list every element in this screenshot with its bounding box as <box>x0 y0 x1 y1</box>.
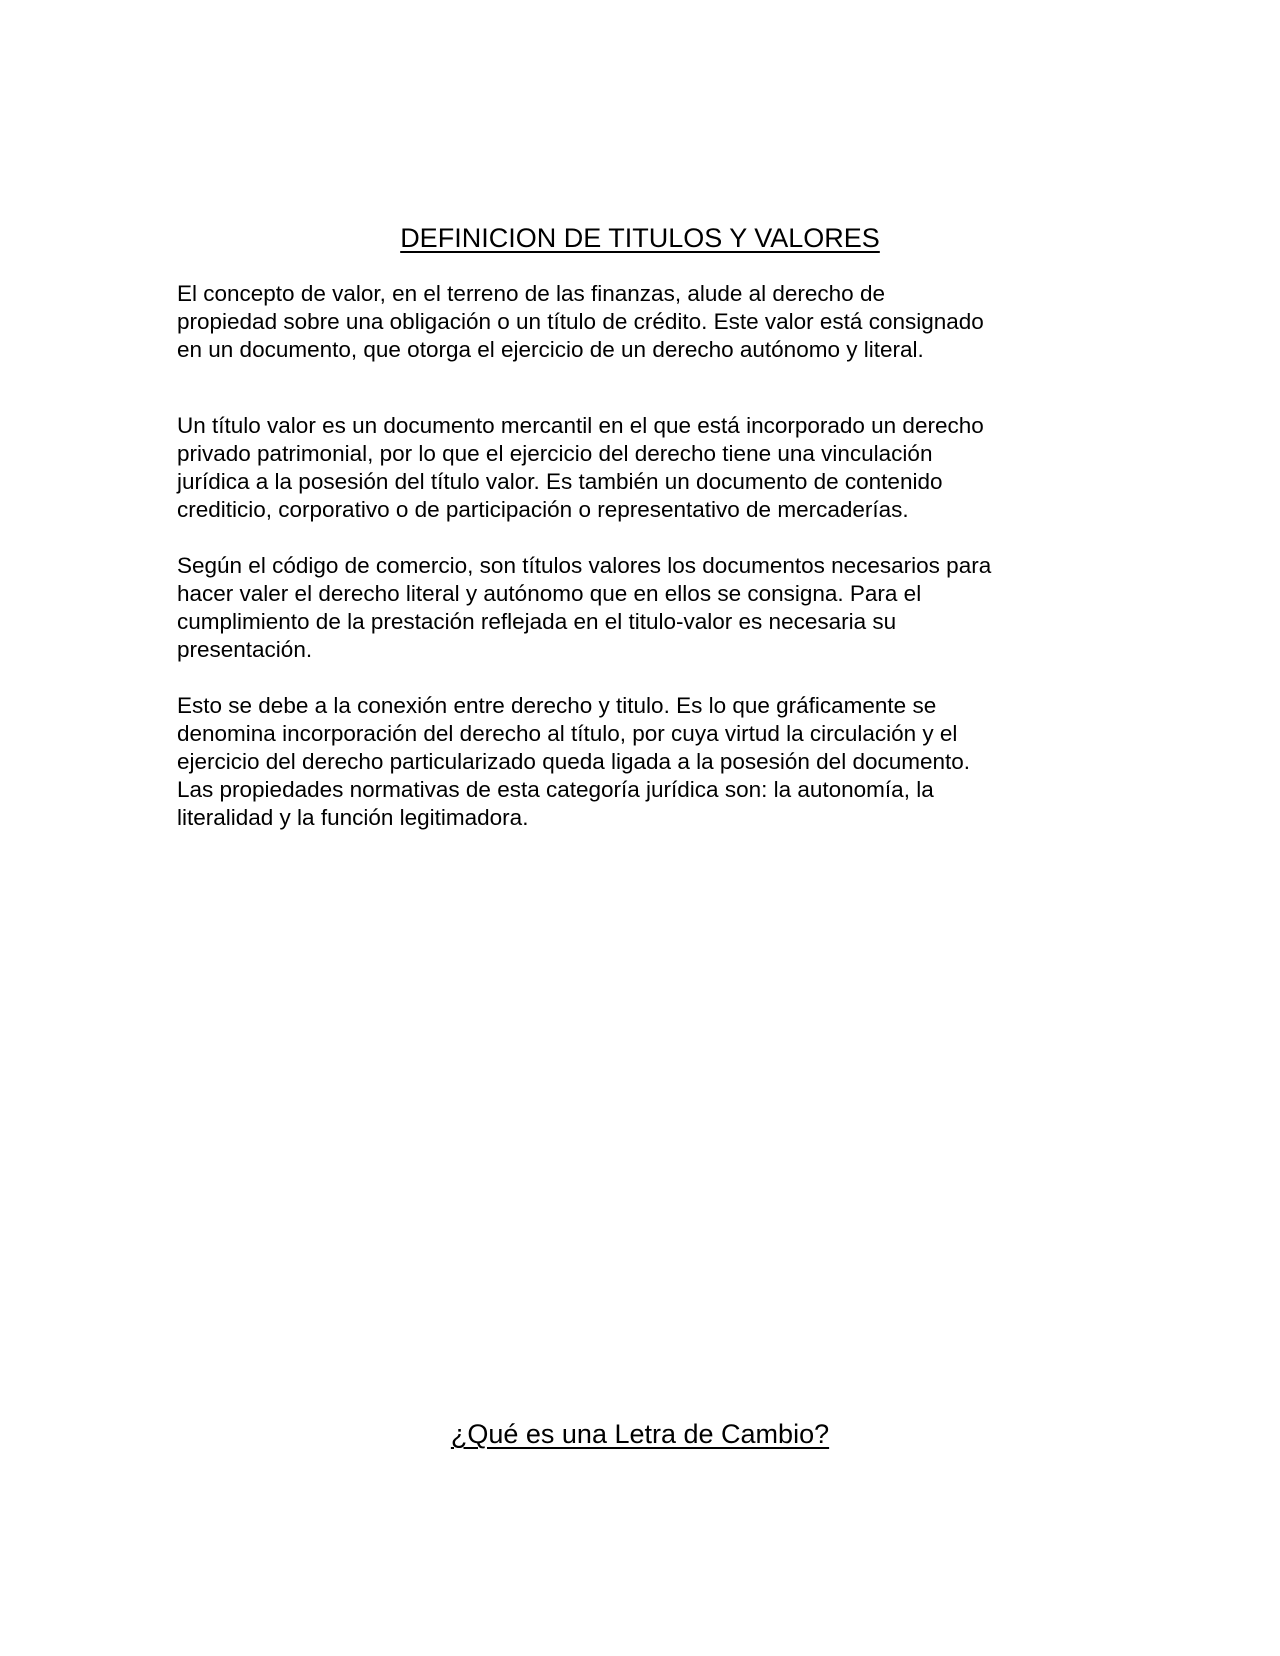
paragraph-line: propiedad sobre una obligación o un título de crédito. Este valor está consignado <box>177 309 984 334</box>
paragraph-4 <box>177 692 1097 832</box>
paragraph-line: Las propiedades normativas de esta categoría jurídica son: la autonomía, la <box>177 777 934 802</box>
paragraph-1 <box>177 280 1097 364</box>
paragraph-line: hacer valer el derecho literal y autónomo que en ellos se consigna. Para el <box>177 581 922 606</box>
paragraph-line: privado patrimonial, por lo que el ejercicio del derecho tiene una vinculación <box>177 441 933 466</box>
paragraph-line: cumplimiento de la prestación reflejada en el titulo-valor es necesaria su <box>177 609 897 634</box>
page-title: DEFINICION DE TITULOS Y VALORES <box>400 223 880 253</box>
paragraph-line: El concepto de valor, en el terreno de las finanzas, alude al derecho de <box>177 281 885 306</box>
paragraph-line: presentación. <box>177 637 313 662</box>
section-heading: ¿Qué es una Letra de Cambio? <box>450 1419 830 1449</box>
paragraph-3 <box>177 552 1097 664</box>
paragraph-line: literalidad y la función legitimadora. <box>177 805 529 830</box>
paragraph-line: ejercicio del derecho particularizado queda ligada a la posesión del documento. <box>177 749 971 774</box>
paragraph-line: en un documento, que otorga el ejercicio de un derecho autónomo y literal. <box>177 337 924 362</box>
paragraph-line: crediticio, corporativo o de participación o representativo de mercaderías. <box>177 497 909 522</box>
paragraph-line: Esto se debe a la conexión entre derecho y titulo. Es lo que gráficamente se <box>177 693 937 718</box>
paragraph-line: jurídica a la posesión del título valor. Es también un documento de contenido <box>177 469 943 494</box>
paragraph-2 <box>177 412 1097 524</box>
paragraph-line: denomina incorporación del derecho al título, por cuya virtud la circulación y el <box>177 721 958 746</box>
paragraph-line: Según el código de comercio, son títulos valores los documentos necesarios para <box>177 553 992 578</box>
paragraph-line: Un título valor es un documento mercantil en el que está incorporado un derecho <box>177 413 984 438</box>
